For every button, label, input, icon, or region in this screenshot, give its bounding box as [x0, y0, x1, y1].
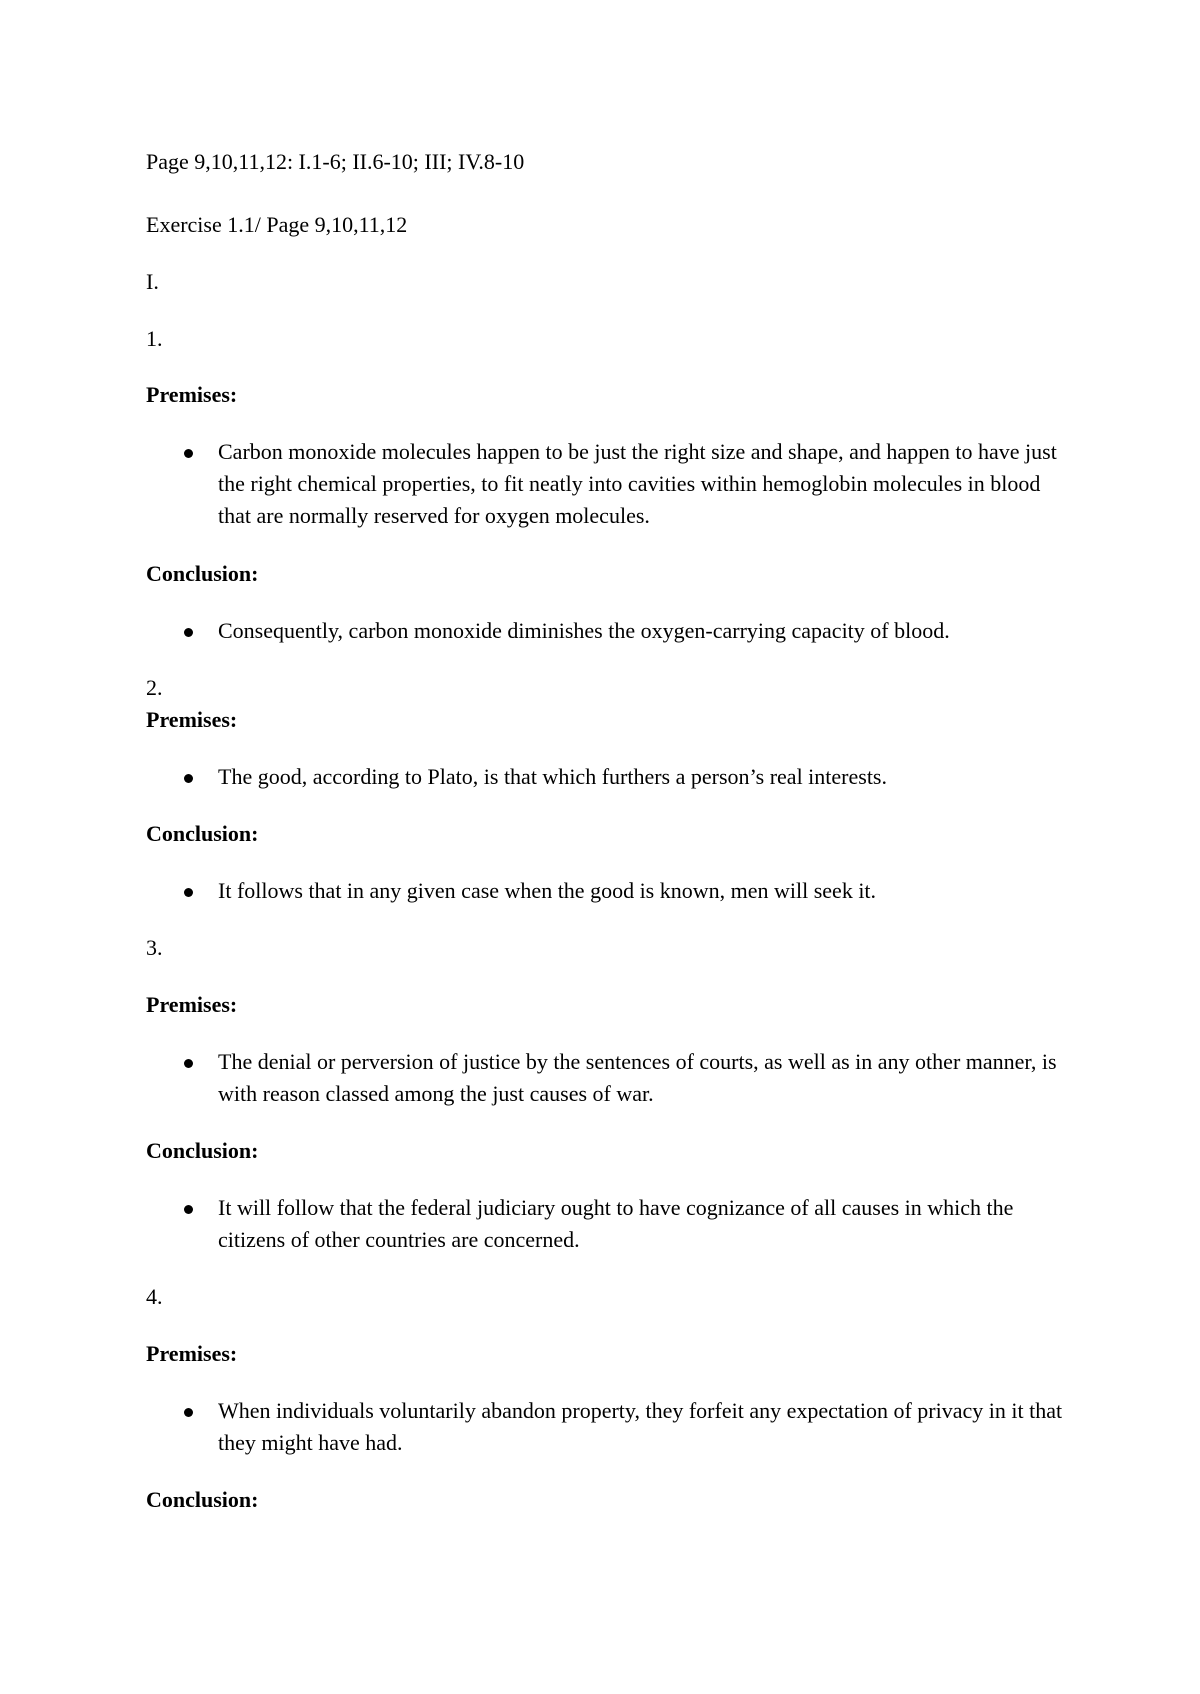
premises-label: Premises:	[146, 1341, 238, 1366]
premise-text: Carbon monoxide molecules happen to be just the right size and shape, and happen to have just the right chemical properties, to fit neatly into cavities within hemoglobin molecules in blood that are normally reserved for oxygen molecules.	[218, 439, 1057, 528]
item-number: 2.	[146, 675, 163, 700]
premise-bullet	[146, 436, 1086, 532]
bullet-icon	[184, 888, 193, 897]
premise-bullet	[146, 761, 1086, 793]
item-number: 3.	[146, 935, 163, 960]
bullet-icon	[184, 1059, 193, 1068]
section-number: I.	[146, 269, 159, 294]
premises-label: Premises:	[146, 992, 238, 1017]
premises-label: Premises:	[146, 382, 238, 407]
item-number: 4.	[146, 1284, 163, 1309]
exercise-heading: Exercise 1.1/ Page 9,10,11,12	[146, 212, 408, 237]
premise-text: The denial or perversion of justice by the sentences of courts, as well as in any other manner, is with reason classed among the just causes of war.	[218, 1049, 1057, 1106]
conclusion-label: Conclusion:	[146, 1138, 259, 1163]
conclusion-text: Consequently, carbon monoxide diminishes the oxygen-carrying capacity of blood.	[218, 618, 950, 643]
conclusion-bullet	[146, 615, 1086, 647]
bullet-icon	[184, 1205, 193, 1214]
premise-bullet	[146, 1046, 1086, 1110]
page-reference: Page 9,10,11,12: I.1-6; II.6-10; III; IV.8-10	[146, 149, 525, 174]
premise-text: The good, according to Plato, is that which furthers a person’s real interests.	[218, 764, 887, 789]
conclusion-text: It follows that in any given case when the good is known, men will seek it.	[218, 878, 877, 903]
conclusion-bullet	[146, 875, 1086, 907]
conclusion-text: It will follow that the federal judiciary ought to have cognizance of all causes in which the citizens of other countries are concerned.	[218, 1195, 1014, 1252]
bullet-icon	[184, 449, 193, 458]
conclusion-label: Conclusion:	[146, 821, 259, 846]
premise-bullet	[146, 1395, 1086, 1459]
item-number: 1.	[146, 326, 163, 351]
conclusion-label: Conclusion:	[146, 561, 259, 586]
bullet-icon	[184, 1408, 193, 1417]
bullet-icon	[184, 774, 193, 783]
premise-text: When individuals voluntarily abandon property, they forfeit any expectation of privacy in it that they might have had.	[218, 1398, 1063, 1455]
bullet-icon	[184, 628, 193, 637]
premises-label: Premises:	[146, 707, 238, 732]
conclusion-bullet	[146, 1192, 1086, 1256]
conclusion-label: Conclusion:	[146, 1487, 259, 1512]
